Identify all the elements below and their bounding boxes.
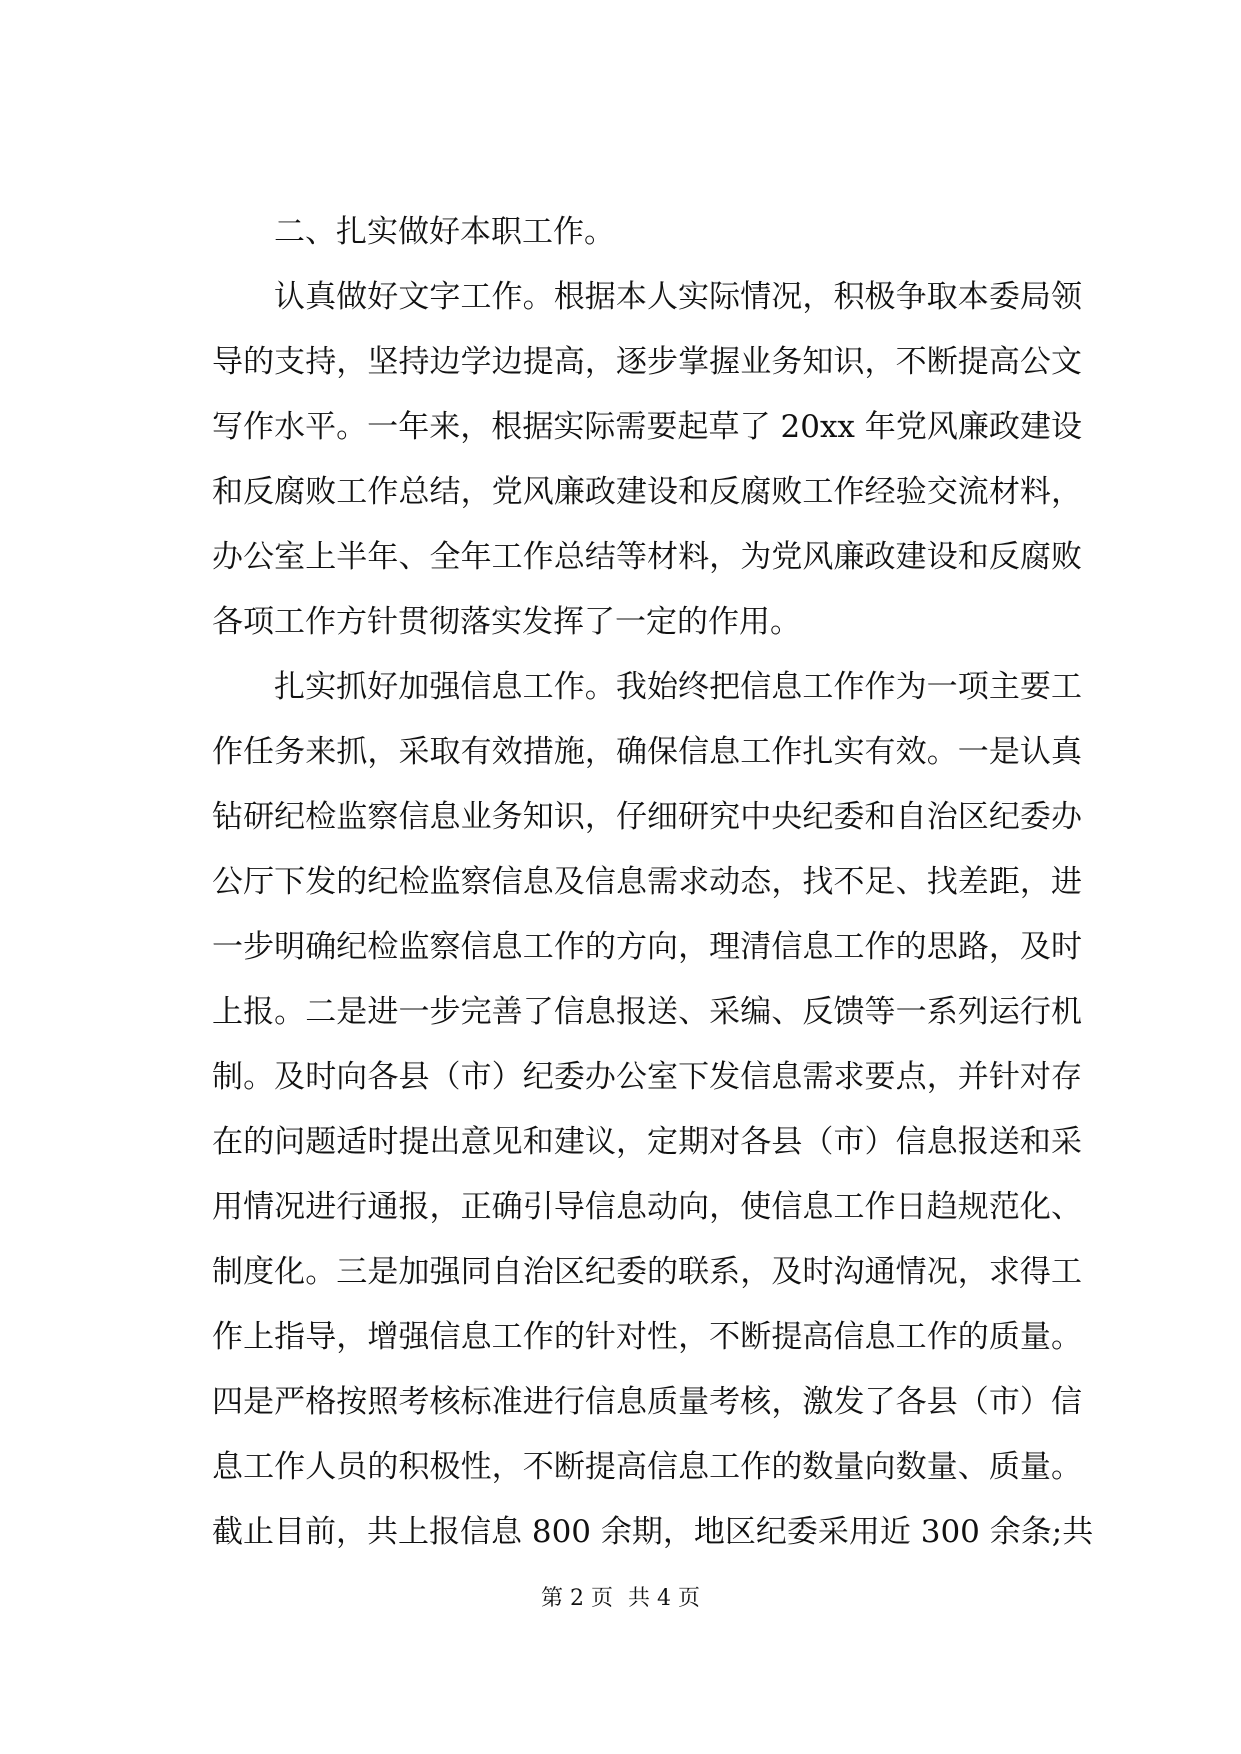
paragraph-line: 钻研纪检监察信息业务知识，仔细研究中央纪委和自治区纪委办 <box>212 799 1082 835</box>
paragraph-line: 认真做好文字工作。根据本人实际情况，积极争取本委局领 <box>274 279 1082 315</box>
paragraph-line: 扎实抓好加强信息工作。我始终把信息工作作为一项主要工 <box>274 669 1082 705</box>
section-heading: 二、扎实做好本职工作。 <box>274 214 615 250</box>
paragraph-line: 截止目前，共上报信息 800 余期，地区纪委采用近 300 余条;共 <box>212 1514 1094 1550</box>
page-total: 共 4 页 <box>628 1586 700 1611</box>
paragraph-line: 制度化。三是加强同自治区纪委的联系，及时沟通情况，求得工 <box>212 1254 1082 1290</box>
document-body <box>212 200 1094 1565</box>
paragraph-line: 息工作人员的积极性，不断提高信息工作的数量向数量、质量。 <box>212 1449 1082 1485</box>
paragraph-line: 导的支持，坚持边学边提高，逐步掌握业务知识，不断提高公文 <box>212 344 1082 380</box>
paragraph-line: 公厅下发的纪检监察信息及信息需求动态，找不足、找差距，进 <box>212 864 1082 900</box>
paragraph-line: 在的问题适时提出意见和建议，定期对各县（市）信息报送和采 <box>212 1124 1082 1160</box>
paragraph-line: 一步明确纪检监察信息工作的方向，理清信息工作的思路，及时 <box>212 929 1082 965</box>
paragraph-line: 上报。二是进一步完善了信息报送、采编、反馈等一系列运行机 <box>212 994 1082 1030</box>
page-number: 第 2 页 <box>541 1586 613 1611</box>
paragraph-line: 用情况进行通报，正确引导信息动向，使信息工作日趋规范化、 <box>212 1189 1082 1225</box>
paragraph-line: 四是严格按照考核标准进行信息质量考核，激发了各县（市）信 <box>212 1384 1082 1420</box>
paragraph-line: 和反腐败工作总结，党风廉政建设和反腐败工作经验交流材料， <box>212 474 1082 510</box>
paragraph-line: 制。及时向各县（市）纪委办公室下发信息需求要点，并针对存 <box>212 1059 1082 1095</box>
paragraph-line: 各项工作方针贯彻落实发挥了一定的作用。 <box>212 604 801 640</box>
paragraph-line: 作上指导，增强信息工作的针对性，不断提高信息工作的质量。 <box>212 1319 1082 1355</box>
paragraph-line: 办公室上半年、全年工作总结等材料，为党风廉政建设和反腐败 <box>212 539 1082 575</box>
paragraph-line: 作任务来抓，采取有效措施，确保信息工作扎实有效。一是认真 <box>212 734 1082 770</box>
page-footer <box>0 1584 1241 1614</box>
paragraph-line: 写作水平。一年来，根据实际需要起草了 20xx 年党风廉政建设 <box>212 409 1082 445</box>
